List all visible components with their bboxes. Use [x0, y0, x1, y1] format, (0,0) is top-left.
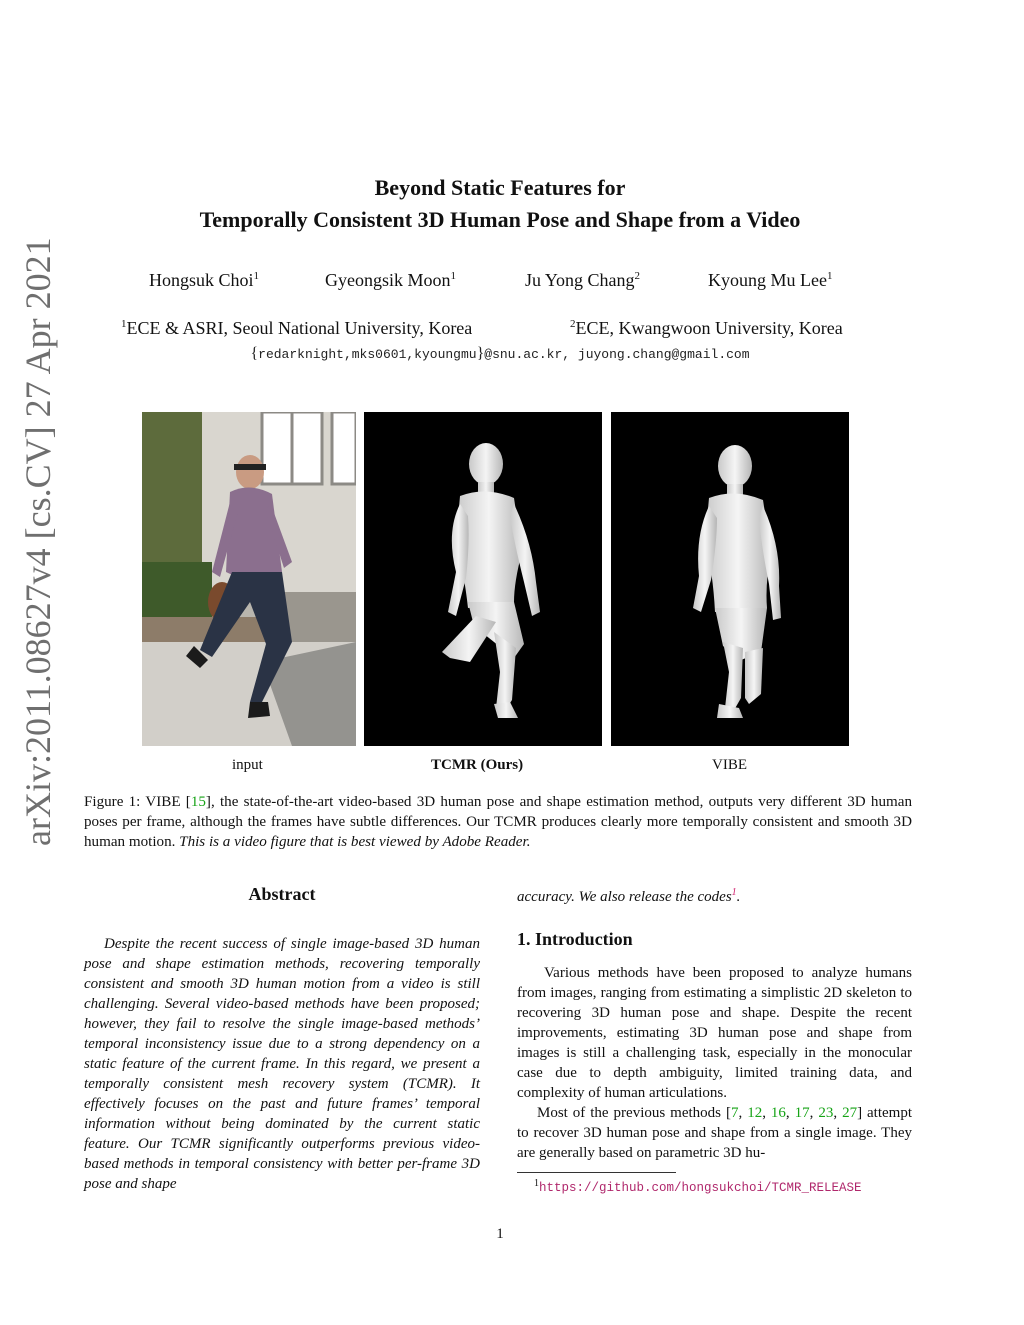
tcmr-render-frame	[364, 412, 602, 746]
citation-link[interactable]: 17	[794, 1105, 810, 1121]
author-emails: {redarknight,mks0601,kyoungmu}@snu.ac.kr, juyong.chang@gmail.com	[250, 345, 750, 362]
abstract-text: Despite the recent success of single image-based 3D human pose and shape estimation methods, recovering temporally consistent and smooth 3D human motion from a video is still challenging. Several video-based methods have been proposed; however, they fail to resolve the single image-based methods’ temporal inconsistency issue due to a strong dependency on a static feature of the current frame. In this regard, we present a temporally consistent mesh recovery system (TCMR). It effectively focuses on the past and future frames’ temporal information without being dominated by the current static feature. Our TCMR significantly outperforms previous video-based methods in temporal consistency with better per-frame 3D pose and shape	[84, 936, 480, 1192]
abstract-heading: Abstract	[248, 884, 316, 904]
introduction-heading: 1. Introduction	[517, 929, 633, 949]
affiliation-1: $^1$ECE & ASRI, Seoul National University, Korea	[121, 318, 473, 338]
introduction-body	[517, 963, 912, 1163]
author-3: Ju Yong Chang$^2$	[525, 270, 641, 290]
tcmr-mesh-illustration	[364, 412, 602, 746]
intro-paragraph-1: Various methods have been proposed to analyze humans from images, ranging from estimating a simplistic 2D skeleton to recovering 3D human pose and shape. Despite the recent improvements, estimating 3D human pose and shape from images is still a challenging task, especially in the monocular case due to depth ambiguity, limited training data, and complexity of human articulations.	[517, 965, 912, 1101]
paper-title-line1: Beyond Static Features for	[374, 175, 626, 200]
vibe-render-frame	[611, 412, 849, 746]
affiliation-2: $^2$ECE, Kwangwoon University, Korea	[570, 318, 843, 338]
footnote-divider	[517, 1172, 676, 1173]
input-photo-illustration	[142, 412, 356, 746]
vibe-mesh-illustration	[611, 412, 849, 746]
page-number: 1	[496, 1226, 504, 1242]
citation-link[interactable]: 23	[818, 1105, 834, 1121]
author-1: Hongsuk Choi$^1$	[149, 270, 260, 290]
input-video-frame	[142, 412, 356, 746]
citation-link[interactable]: 15	[190, 794, 206, 810]
footnote-marker[interactable]: 1	[731, 887, 737, 898]
author-2: Gyeongsik Moon$^1$	[325, 270, 456, 290]
citation-link[interactable]: 16	[770, 1105, 786, 1121]
footnote: $^1$https://github.com/hongsukchoi/TCMR_RELEASE	[534, 1178, 862, 1195]
citation-link[interactable]: 27	[842, 1105, 858, 1121]
figure-caption: Figure 1: VIBE [15], the state-of-the-art video-based 3D human pose and shape estimation method, outputs very different 3D human poses per frame, although the frames have subtle differences. Our TCMR produces clearly more temporally consistent and smooth 3D human motion. This is a video figure that is best viewed by Adobe Reader.	[84, 794, 913, 850]
citation-link[interactable]: 7	[730, 1105, 739, 1121]
arxiv-identifier: arXiv:2011.08627v4 [cs.CV] 27 Apr 2021	[18, 237, 58, 846]
label-input: input	[232, 757, 263, 773]
author-4: Kyoung Mu Lee$^1$	[708, 270, 833, 290]
paper-title-line2: Temporally Consistent 3D Human Pose and Shape from a Video	[199, 207, 801, 232]
abstract-continuation: accuracy. We also release the codes$^1$.	[517, 887, 741, 905]
citation-link[interactable]: 12	[747, 1105, 763, 1121]
label-tcmr: TCMR (Ours)	[431, 757, 524, 773]
intro-paragraph-2: Most of the previous methods [7, 12, 16, 17, 23, 27] attempt to recover 3D human pose and shape from a single image. They are generally based on parametric 3D hu-	[517, 1105, 913, 1161]
code-release-link[interactable]: https://github.com/hongsukchoi/TCMR_RELEASE	[539, 1181, 862, 1195]
label-vibe: VIBE	[712, 757, 747, 773]
